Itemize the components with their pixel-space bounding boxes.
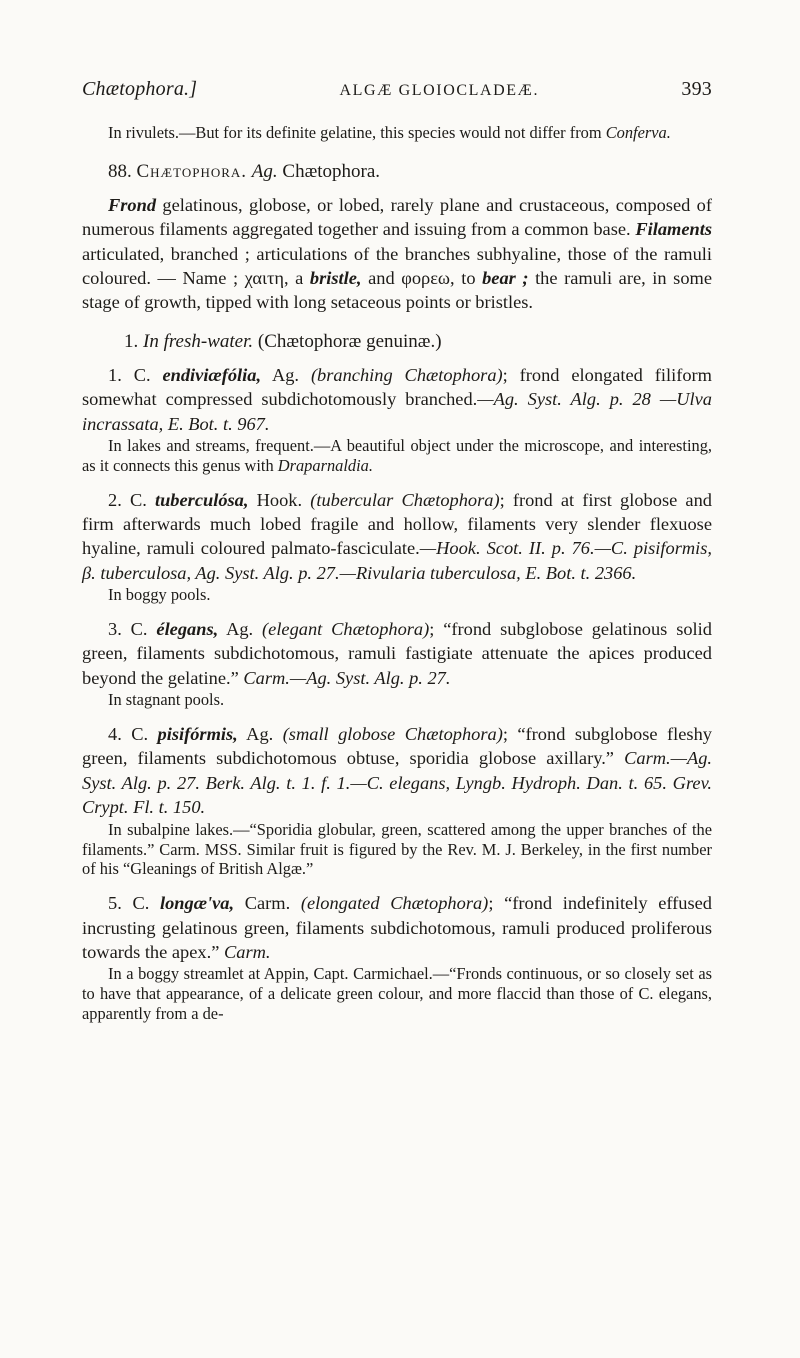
page-number: 393 bbox=[681, 78, 712, 100]
species-description bbox=[82, 722, 712, 820]
species-common-name: (tubercular Chætophora) bbox=[310, 489, 500, 510]
species-authority: Ag. bbox=[246, 724, 274, 745]
species-number: 3. C. bbox=[108, 619, 148, 640]
species-common-name: (elegant Chætophora) bbox=[262, 619, 430, 640]
genus-common-name: Chætophora. bbox=[282, 160, 381, 182]
spacer bbox=[82, 605, 712, 617]
subsection-heading bbox=[124, 331, 712, 353]
species-entry bbox=[82, 617, 712, 710]
species-authority: Ag. bbox=[226, 619, 254, 640]
etym-end: the ramuli are, in some stage of growth, tipped with long setaceous points or bristles. bbox=[82, 268, 712, 313]
species-number: 2. C. bbox=[108, 489, 147, 510]
species-note bbox=[82, 964, 712, 1023]
spacer bbox=[82, 710, 712, 722]
species-common-name: (elongated Chætophora) bbox=[300, 893, 489, 914]
species-description bbox=[82, 488, 712, 586]
species-description bbox=[82, 891, 712, 964]
subsection-title: In fresh-water. bbox=[143, 330, 254, 352]
filaments-label: Filaments bbox=[635, 219, 712, 240]
species-description bbox=[82, 617, 712, 690]
species-name: longæ'va, bbox=[160, 893, 235, 914]
species-note-text: In stagnant pools. bbox=[108, 690, 225, 710]
genus-name: Chætophora. bbox=[136, 160, 248, 182]
etym-bear: bear ; bbox=[482, 268, 529, 289]
intro-paragraph bbox=[82, 123, 712, 143]
etym-text-2: and bbox=[361, 268, 402, 289]
species-common-name: (small globose Chætophora) bbox=[282, 724, 503, 745]
spacer bbox=[82, 476, 712, 488]
genus-authority: Ag. bbox=[251, 160, 278, 182]
species-entry bbox=[82, 488, 712, 605]
frond-label: Frond bbox=[108, 194, 157, 215]
species-authority: Carm. bbox=[244, 893, 291, 914]
species-name: pisifórmis, bbox=[157, 724, 238, 745]
subsection-number: 1. bbox=[124, 330, 139, 352]
species-diagnosis: ; “frond indefinitely effused incrusting gelatinous green, filaments subdichotomous, ramuli produced proliferous towards the apex.” bbox=[82, 893, 712, 962]
species-entry bbox=[82, 722, 712, 879]
species-references: Carm. bbox=[223, 941, 271, 962]
subsection-subtitle: (Chætophoræ genuinæ.) bbox=[257, 330, 442, 352]
genus-number: 88. bbox=[108, 160, 132, 182]
header-genus: Chætophora.] bbox=[82, 78, 198, 100]
species-authority: Ag. bbox=[271, 364, 300, 385]
filaments-text: articulated, branched ; articulations of the branches subhyaline, those of the ramuli coloured. — Name ; bbox=[82, 243, 712, 289]
species-name: élegans, bbox=[156, 619, 219, 640]
species-common-name: (branching Chætophora) bbox=[310, 364, 503, 385]
greek-chaite: χαιτη bbox=[244, 268, 284, 289]
species-diagnosis: ; frond at first globose and firm afterwards much lobed fragile and hollow, filaments very slender flexuose hyaline, ramuli coloured palmato-fasciculate. bbox=[82, 489, 712, 559]
species-name: tuberculósa, bbox=[154, 489, 249, 510]
species-diagnosis: ; “frond subglobose fleshy green, filaments subdichotomous obtuse, sporidia globose axillary.” bbox=[82, 724, 712, 769]
running-header bbox=[82, 78, 712, 101]
species-references: Carm.—Ag. Syst. Alg. p. 27. Berk. Alg. t. 1. f. 1.—C. elegans, Lyngb. Hydroph. Dan. t. 65. Grev. Crypt. Fl. t. 150. bbox=[82, 748, 712, 818]
species-references: Carm.—Ag. Syst. Alg. p. 27. bbox=[243, 667, 451, 688]
intro-italic: Conferva. bbox=[605, 123, 671, 142]
greek-phoreo: φορεω bbox=[401, 268, 451, 289]
species-references: —Ag. Syst. Alg. p. 28 —Ulva incrassata, E. Bot. t. 967. bbox=[82, 389, 712, 434]
species-note-text: In lakes and streams, frequent.—A beautiful object under the microscope, and interesting, as it connects this genus with bbox=[82, 436, 712, 475]
species-number: 4. C. bbox=[108, 724, 149, 745]
species-note-text: In a boggy streamlet at Appin, Capt. Carmichael.—“Fronds continuous, or so closely set as to have that appearance, of a delicate green colour, and more flaccid than those of C. elegans, apparently from a de- bbox=[82, 964, 712, 1023]
species-note bbox=[82, 436, 712, 476]
species-name: endiviæfólia, bbox=[162, 364, 262, 385]
species-diagnosis: ; “frond subglobose gelatinous solid green, filaments subdichotomous, ramuli fastigiate attenuate the apices produced beyond the gelatine.” bbox=[82, 619, 712, 688]
species-description bbox=[82, 363, 712, 436]
etym-bristle: bristle, bbox=[309, 268, 362, 289]
frond-text: gelatinous, globose, or lobed, rarely plane and crustaceous, composed of numerous filaments aggregated together and issuing from a common base. bbox=[82, 194, 712, 240]
species-note-text: In boggy pools. bbox=[108, 585, 211, 605]
species-number: 1. C. bbox=[108, 364, 151, 385]
species-entry bbox=[82, 363, 712, 476]
book-page bbox=[82, 78, 712, 1338]
species-references: —Hook. Scot. II. p. 76.—C. pisiformis, β. tuberculosa, Ag. Syst. Alg. p. 27.—Rivularia tuberculosa, E. Bot. t. 2366. bbox=[82, 538, 712, 583]
species-note-italic: Draparnaldia. bbox=[277, 455, 373, 475]
spacer bbox=[82, 879, 712, 891]
species-note bbox=[82, 690, 712, 710]
species-entry bbox=[82, 891, 712, 1024]
genus-heading bbox=[108, 161, 712, 183]
species-note-text: In subalpine lakes.—“Sporidia globular, green, scattered among the upper branches of the filaments.” Carm. MSS. Similar fruit is figured by the Rev. M. J. Berkeley, in the first number of his “Gleanings of British Algæ.” bbox=[82, 819, 712, 879]
species-note bbox=[82, 585, 712, 605]
header-section-title: ALGÆ GLOIOCLADEÆ. bbox=[339, 82, 540, 99]
species-number: 5. C. bbox=[108, 893, 150, 914]
species-diagnosis: ; frond elongated filiform somewhat compressed subdichotomously branched. bbox=[82, 364, 712, 410]
etym-text-1: , a bbox=[284, 268, 310, 289]
intro-text: In rivulets.—But for its definite gelatine, this species would not differ from bbox=[108, 123, 606, 142]
species-authority: Hook. bbox=[256, 489, 303, 510]
genus-description bbox=[82, 193, 712, 315]
species-note bbox=[82, 820, 712, 879]
etym-text-3: , to bbox=[450, 268, 483, 289]
